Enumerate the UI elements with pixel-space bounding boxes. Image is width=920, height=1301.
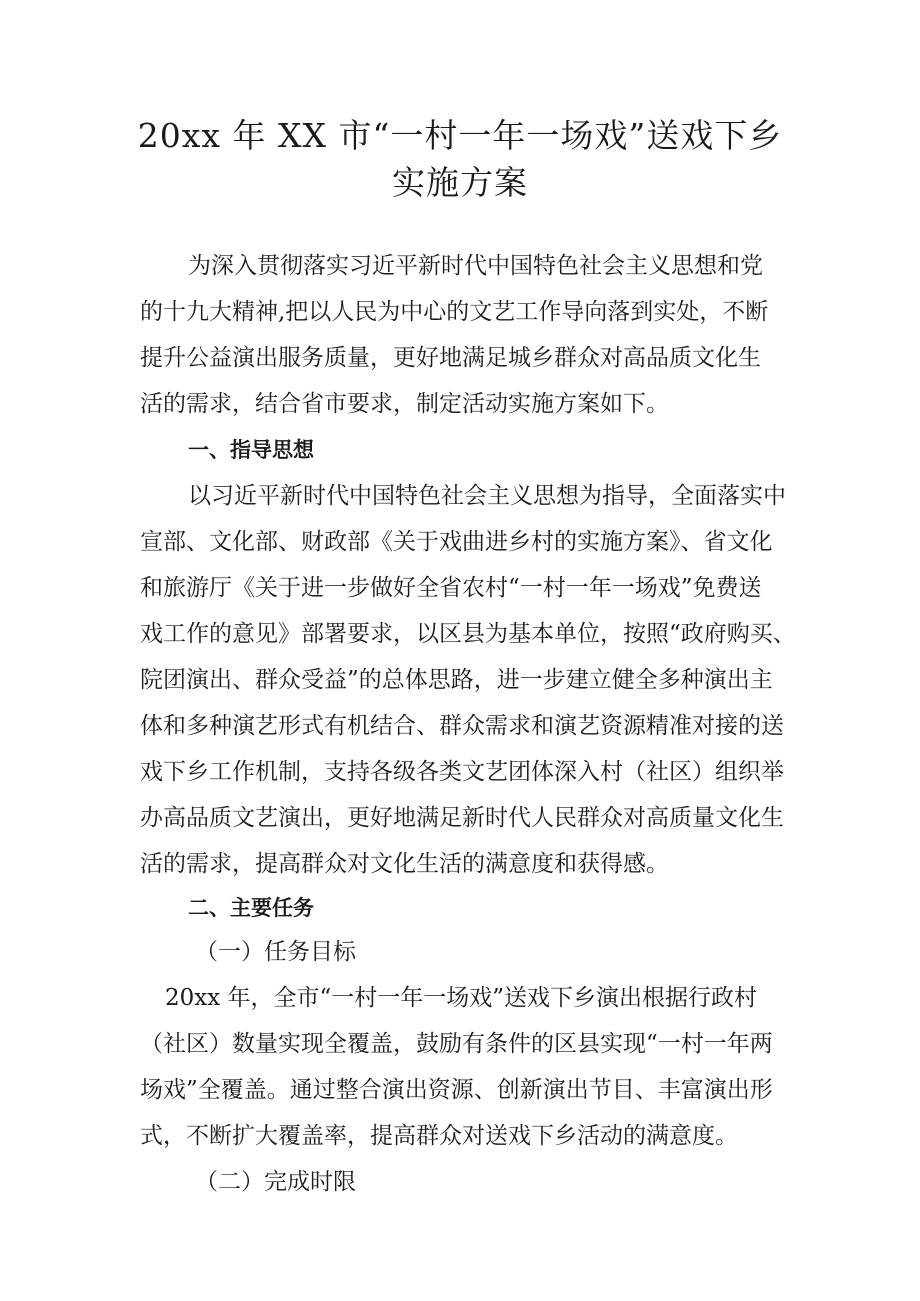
- section1-line: 办高品质文艺演出，更好地满足新时代人民群众对高质量文化生: [140, 805, 784, 831]
- section1-line: 以习近平新时代中国特色社会主义思想为指导，全面落实中: [188, 483, 786, 509]
- section1-line: 活的需求，提高群众对文化生活的满意度和获得感。: [140, 851, 669, 877]
- subsection1-line: 20xx 年，全市“一村一年一场戏”送戏下乡演出根据行政村: [165, 985, 758, 1011]
- subsection1-line: 式，不断扩大覆盖率，提高群众对送戏下乡活动的满意度。: [140, 1123, 738, 1149]
- document-title-line2: 实施方案: [392, 163, 528, 202]
- subsection-heading-deadline: （二）完成时限: [195, 1169, 356, 1195]
- intro-line: 提升公益演出服务质量，更好地满足城乡群众对高品质文化生: [140, 345, 761, 371]
- section1-line: 戏下乡工作机制，支持各级各类文艺团体深入村（社区）组织举: [140, 759, 784, 785]
- section1-line: 院团演出、群众受益”的总体思路，进一步建立健全多种演出主: [140, 667, 773, 693]
- section-heading-main-tasks: 二、主要任务: [188, 896, 314, 920]
- intro-line: 活的需求，结合省市要求，制定活动实施方案如下。: [140, 391, 669, 417]
- subsection1-line: （社区）数量实现全覆盖，鼓励有条件的区县实现“一村一年两: [140, 1031, 773, 1057]
- subsection1-line: 场戏”全覆盖。通过整合演出资源、创新演出节目、丰富演出形: [140, 1077, 773, 1103]
- section1-line: 体和多种演艺形式有机结合、群众需求和演艺资源精准对接的送: [140, 713, 784, 739]
- subsection-heading-task-goal: （一）任务目标: [195, 939, 356, 965]
- section-heading-guiding-ideology: 一、指导思想: [188, 438, 314, 462]
- intro-line: 的十九大精神,把以人民为中心的文艺工作导向落到实处，不断: [140, 299, 769, 325]
- section1-line: 和旅游厅《关于进一步做好全省农村“一村一年一场戏”免费送: [140, 575, 762, 601]
- section1-line: 戏工作的意见》部署要求，以区县为基本单位，按照“政府购买、: [140, 621, 796, 647]
- section1-line: 宣部、文化部、财政部《关于戏曲进乡村的实施方案》、省文化: [140, 529, 773, 555]
- intro-line: 为深入贯彻落实习近平新时代中国特色社会主义思想和党: [188, 253, 763, 279]
- document-title-line1: 20xx 年 XX 市“一村一年一场戏”送戏下乡: [137, 116, 783, 155]
